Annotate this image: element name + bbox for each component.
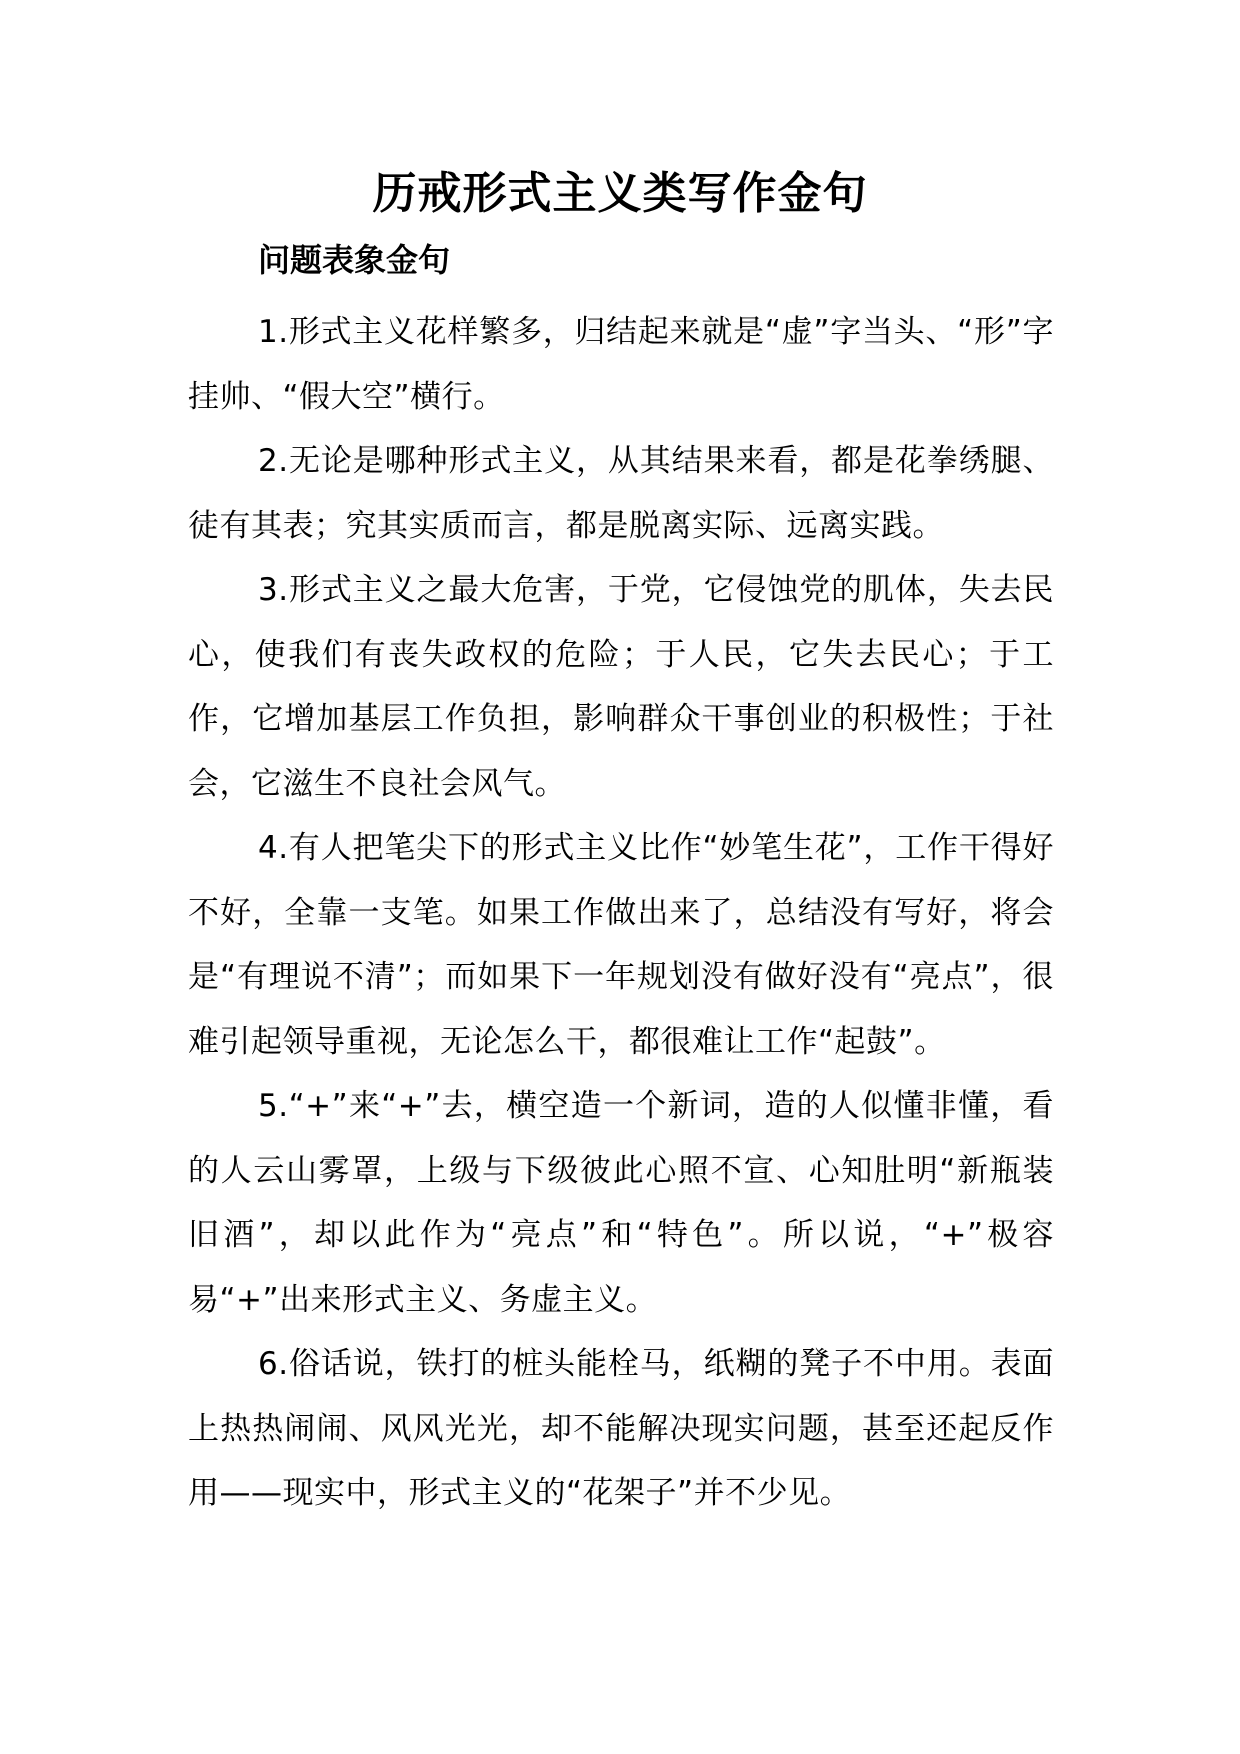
paragraph-3: 3.形式主义之最大危害，于党，它侵蚀党的肌体，失去民心，使我们有丧失政权的危险；于人民，它失去民心；于工作，它增加基层工作负担，影响群众干事创业的积极性；于社会，它滋生不良社会风气。	[188, 572, 1054, 802]
paragraph-2: 2.无论是哪种形式主义，从其结果来看，都是花拳绣腿、徒有其表；究其实质而言，都是脱离实际、远离实践。	[188, 443, 1054, 544]
paragraph-5: 5.“+”来“+”去，横空造一个新词，造的人似懂非懂，看的人云山雾罩，上级与下级彼此心照不宣、心知肚明“新瓶装旧酒”，却以此作为“亮点”和“特色”。所以说，“+”极容易“+”出来形式主义、务虚主义。	[188, 1088, 1054, 1318]
paragraph-6: 6.俗话说，铁打的桩头能栓马，纸糊的凳子不中用。表面上热热闹闹、风风光光，却不能解决现实问题，甚至还起反作用——现实中，形式主义的“花架子”并不少见。	[188, 1346, 1054, 1511]
paragraph-4: 4.有人把笔尖下的形式主义比作“妙笔生花”，工作干得好不好，全靠一支笔。如果工作做出来了，总结没有写好，将会是“有理说不清”；而如果下一年规划没有做好没有“亮点”，很难引起领导重视，无论怎么干，都很难让工作“起鼓”。	[188, 830, 1054, 1060]
paragraph-1: 1.形式主义花样繁多，归结起来就是“虚”字当头、“形”字挂帅、“假大空”横行。	[188, 314, 1054, 415]
document-body	[188, 300, 1054, 1526]
section-heading: 问题表象金句	[258, 241, 451, 279]
document-title: 历戒形式主义类写作金句	[372, 168, 868, 219]
